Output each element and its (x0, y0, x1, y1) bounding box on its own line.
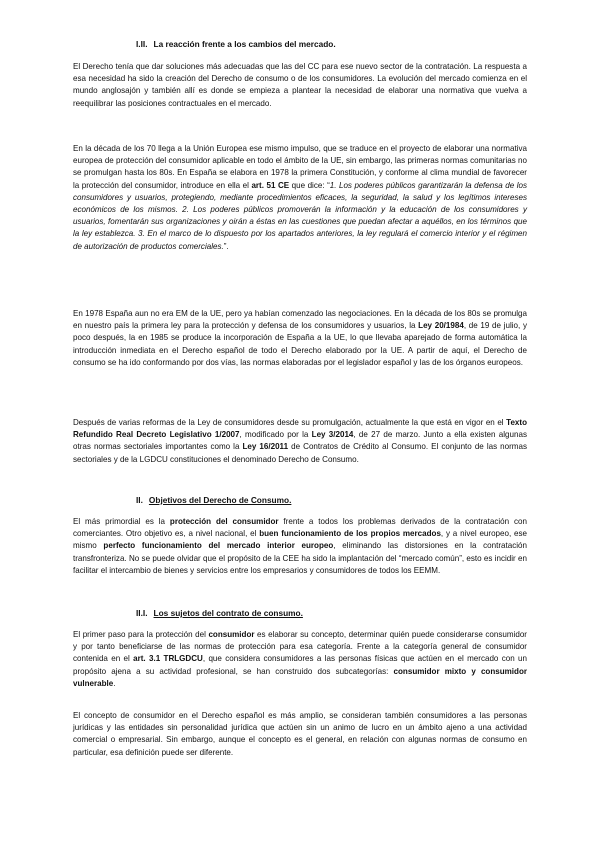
paragraph-text: Después de varias reformas de la Ley de consumidores desde su promulgación, actualmente la que está en vigor en el (73, 418, 507, 427)
paragraph-text: que dice: “ (289, 180, 330, 190)
heading-number: II. (136, 495, 143, 505)
heading-number: II.I. (136, 608, 148, 618)
paragraph-text: , eliminando las distorsiones en la contratación transfronteriza. No se puede olvidar que el propósito de la CEE ha sido la implantación del “mercado común”, esto es incidir en facilitar el intercambio de bienes y servicios entre los empresarios y consumidores de todos los EEMM. (73, 541, 527, 575)
paragraph-text: , de 27 de marzo. Junto a ella existen algunas otras normas sectoriales importantes como la (73, 430, 527, 452)
paragraph-text: es elaborar su concepto, determinar quién puede considerarse consumidor y por tanto beneficiarse de las normas de protección para esa categoría. Frente a la categoría general de consumidor contenida en el (73, 630, 527, 664)
bold-reference: Ley 20/1984 (418, 321, 464, 331)
paragraph-text: , modificado por la (239, 430, 312, 440)
paragraph-text: El concepto de consumidor en el Derecho español es más amplio, se consideran también consumidores a las personas jurídicas y las entidades sin personalidad jurídica que actúen sin un animo de lucro en un ámbito ajeno a una actividad comercial o empresarial. Sin embargo, aunque el concepto es el general, en relación con algunas normas de consumo en particular, esa definición puede ser diferente. (73, 711, 527, 757)
bold-term: protección del consumidor (169, 517, 279, 526)
bold-term: perfecto funcionamiento del mercado interior europeo (103, 541, 334, 551)
paragraph-text: ”. (223, 241, 229, 251)
paragraph-text: , que considera consumidores a las personas físicas que actúen en el mercado con un propósito ajena a su actividad profesional, se han construido dos subcategorías: (73, 654, 527, 676)
paragraph-3 (73, 308, 527, 369)
bold-term: consumidor (208, 630, 255, 639)
paragraph-text: . (113, 678, 116, 688)
constitution-quote: 1. Los poderes públicos garantizarán la defensa de los consumidores y usuarios, protegiendo, mediante procedimientos eficaces, la seguridad, la salud y los legítimos intereses económicos de los mismos. 2. Los poderes públicos promoverán la información y la educación de los consumidores y usuarios, fomentarán sus organizaciones y oirán a éstas en las cuestiones que puedan afectar a aquéllos, en los términos que la ley establezca. 3. En el marco de lo dispuesto por los apartados anteriores, la ley regulará el comercio interior y el régimen de autorización de productos comerciales. (73, 180, 528, 251)
paragraph-text: En la década de los 70 llega a la Unión Europea ese mismo impulso, que se traduce en el proyecto de elaborar una normativa europea de protección del consumidor aplicable en todo el ámbito de la UE, sin embargo, las primeras normas comunitarias no se promulgan hasta los 80s. En España se elabora en 1978 la primera Constitución, y conforme al clima mundial de favorecer la protección del consumidor, introduce en ella el (73, 144, 527, 190)
paragraph-text: frente a todos los problemas derivados de la contratación con comerciantes. Otro objetivo es, a nivel nacional, el (73, 517, 527, 539)
bold-reference: Texto Refundido Real Decreto Legislativo 1/2007 (73, 418, 527, 440)
bold-term: consumidor mixto y consumidor vulnerable (73, 666, 527, 688)
section-heading-sujetos (136, 608, 303, 618)
paragraph-text: El más primordial es la (73, 517, 170, 526)
section-heading-objetivos (136, 495, 291, 505)
paragraph-text: En 1978 España aun no era EM de la UE, pero ya habían comenzado las negociaciones. En la década de los 80s se promulga en nuestro país la primera ley para la protección y defensa de los consumidores y usuarios, la (73, 309, 527, 331)
bold-reference: Ley 3/2014 (311, 430, 354, 440)
heading-text: Objetivos del Derecho de Consumo. (148, 495, 292, 505)
bold-reference: art. 51 CE (251, 180, 290, 190)
heading-number: I.II. (136, 39, 148, 49)
paragraph-text: El primer paso para la protección del (73, 630, 209, 639)
bold-term: buen funcionamiento de los propios mercados (259, 529, 441, 539)
paragraph-text: El Derecho tenía que dar soluciones más adecuadas que las del CC para ese nuevo sector de la contratación. La respuesta a esa necesidad ha sido la creación del Derecho de consumo o de los consumidores. La evolución del mercado comienza en el mundo anglosajón y también allí es donde se empieza a plantear la necesidad de elaborar una normativa que vuelva a reequilibrar las posiciones contractuales en el mercado. (73, 62, 527, 108)
paragraph-1 (73, 61, 527, 110)
paragraph-6 (73, 629, 527, 690)
paragraph-4 (73, 417, 527, 466)
heading-text: Los sujetos del contrato de consumo. (153, 608, 303, 618)
paragraph-text: de Contratos de Crédito al Consumo. El conjunto de las normas sectoriales y de la LGDCU constituciones el denominado Derecho de Consumo. (73, 442, 527, 464)
heading-text: La reacción frente a los cambios del mercado. (153, 39, 336, 49)
paragraph-text: , de 19 de julio, y poco después, la en 1985 se produce la incorporación de España a la UE, lo que llevaba aparejado de forma automática la introducción inmediata en el Derecho español de todo el Derecho elaborado por la UE. A partir de aquí, el Derecho de consumo se ha ido conformando por dos vías, las normas elaboradas por el legislador español y las de los órganos europeos. (73, 321, 527, 367)
paragraph-5 (73, 516, 527, 577)
bold-reference: art. 3.1 TRLGDCU (133, 654, 203, 664)
paragraph-7 (73, 710, 527, 759)
bold-reference: Ley 16/2011 (242, 442, 289, 452)
section-heading-reaccion (136, 39, 336, 49)
paragraph-text: , y a nivel europeo, ese mismo (73, 529, 527, 551)
paragraph-2 (73, 143, 527, 253)
